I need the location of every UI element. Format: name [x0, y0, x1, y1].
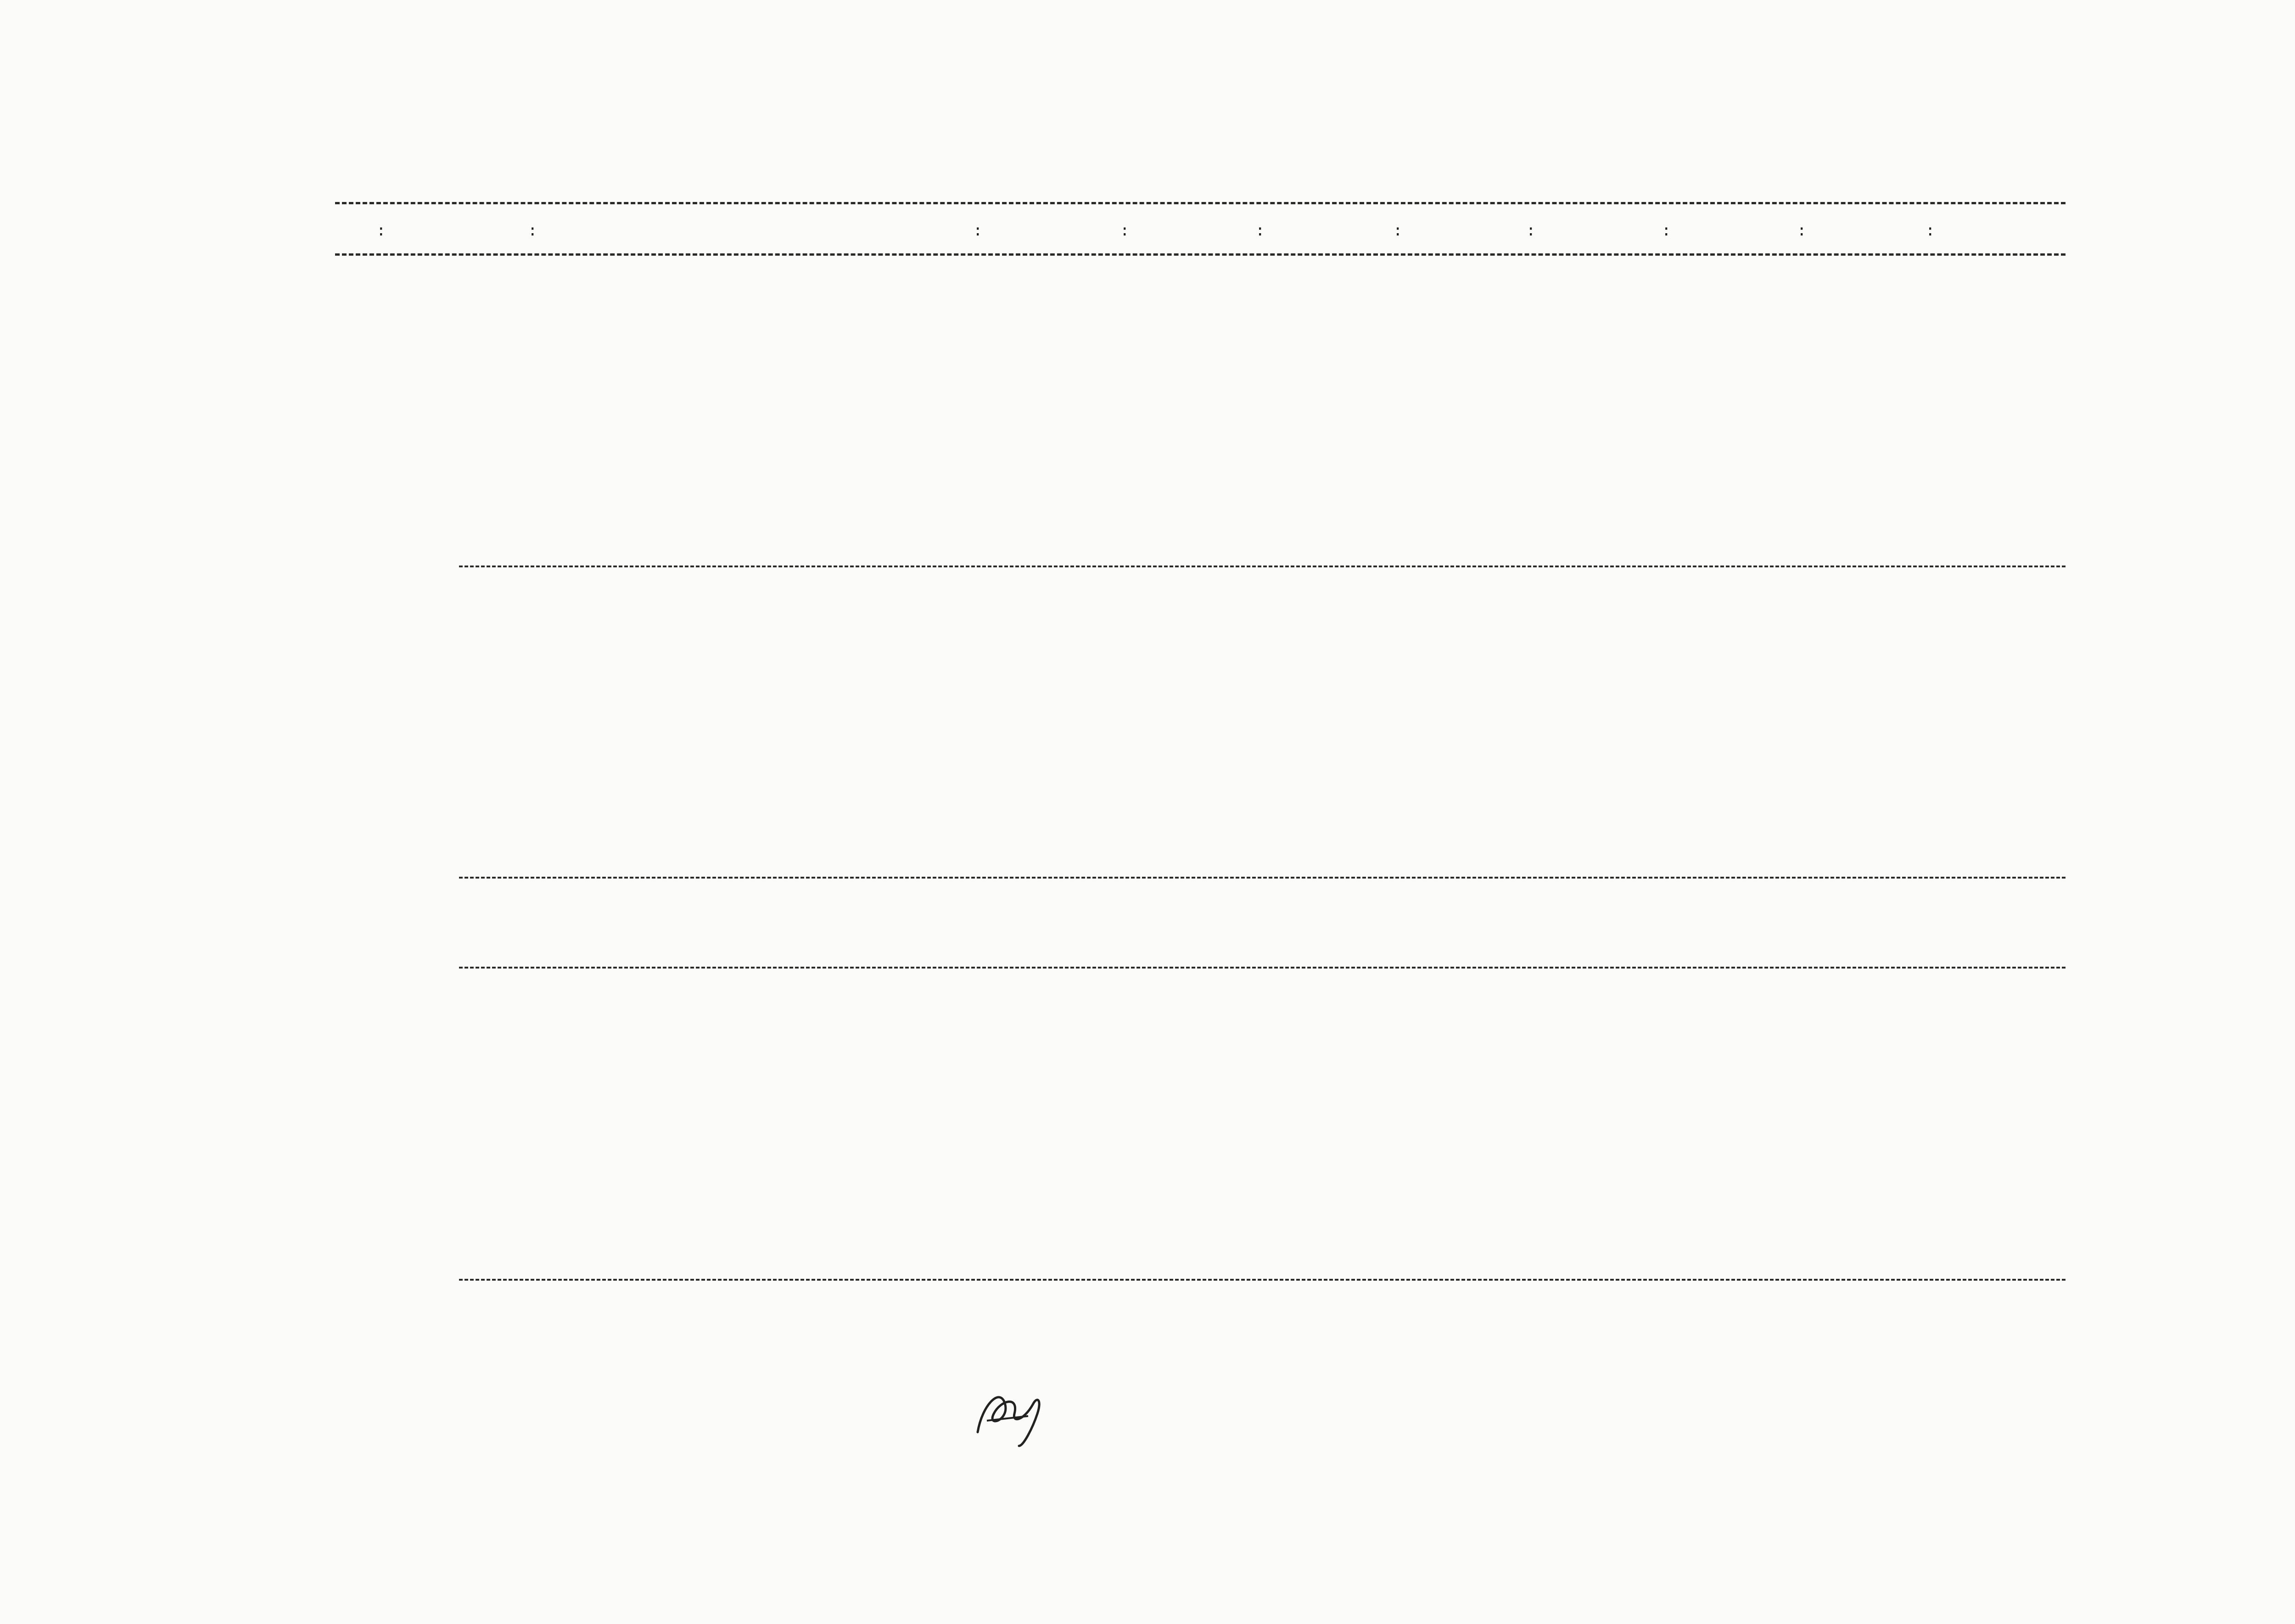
section-rule [459, 566, 2066, 567]
section-rule [459, 967, 2066, 969]
column-header-rule [335, 253, 2066, 256]
table-top-rule [335, 202, 2066, 204]
section-rule [459, 877, 2066, 879]
signature [968, 1377, 1051, 1450]
section-rule [459, 1279, 2066, 1281]
